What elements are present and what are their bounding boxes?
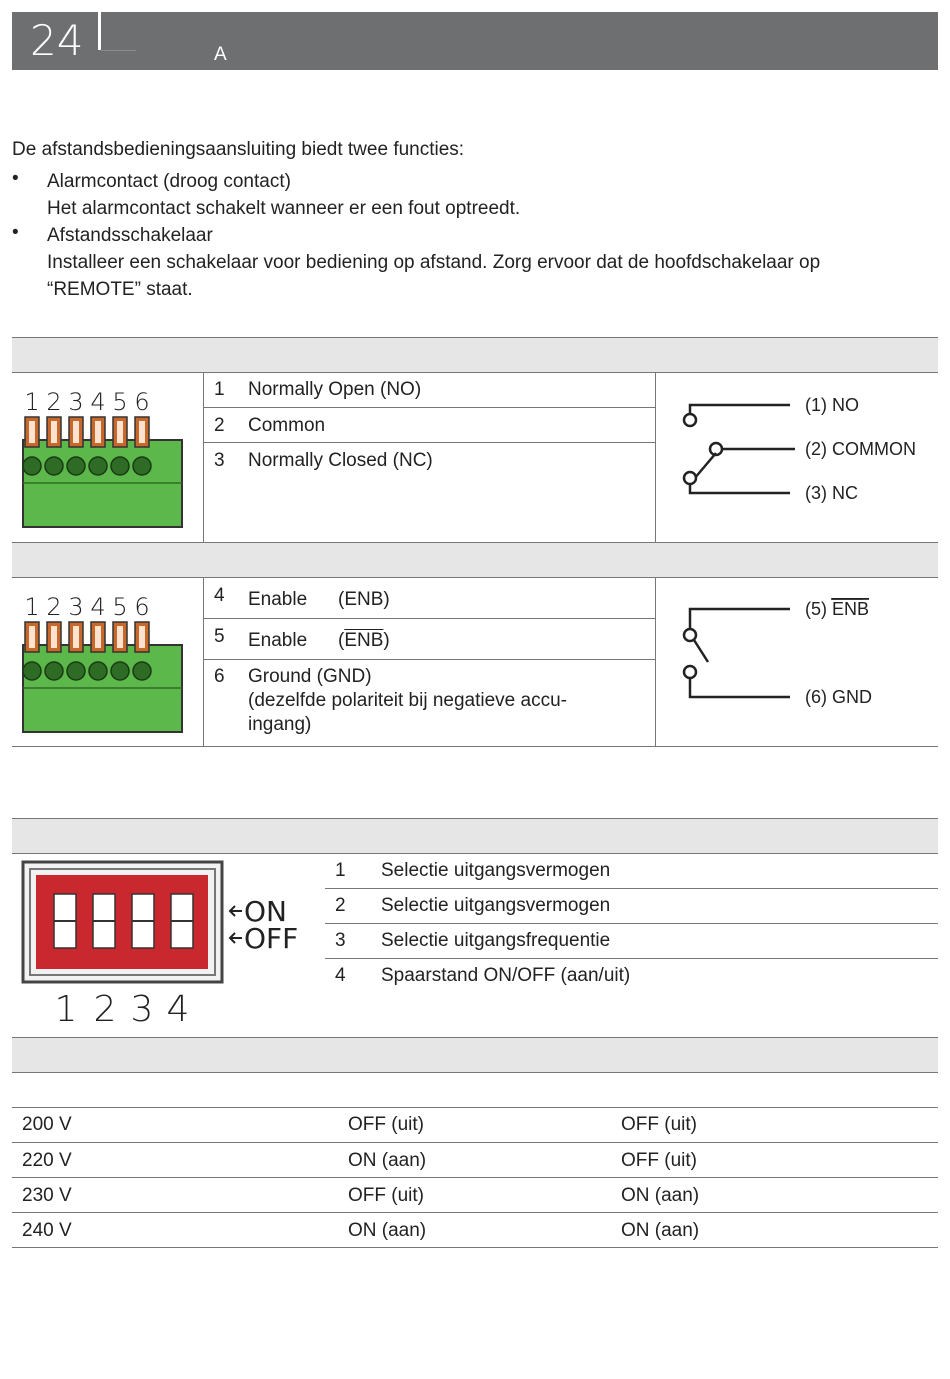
diagram-label-common: (2) COMMON (805, 439, 916, 459)
voltage-cell: 240 V (22, 1220, 72, 1241)
dip-row-num: 4 (335, 965, 346, 986)
switch-cell: ON (aan) (348, 1220, 427, 1241)
dip-on-label: ON (244, 895, 287, 928)
bullet-title-2: Afstandsschakelaar (47, 225, 213, 246)
pin-label: 6 (134, 593, 150, 621)
remote-switch-diagram (670, 590, 930, 715)
column-divider (203, 577, 204, 746)
dip-switch-number: 4 (166, 989, 190, 1030)
switch-cell: ON (aan) (621, 1185, 700, 1206)
row-divider (203, 659, 655, 660)
row-divider (203, 618, 655, 619)
remote-row-note: (dezelfde polariteit bij negatieve accu- (248, 690, 567, 711)
pin-label: 4 (90, 388, 106, 416)
column-divider (655, 373, 656, 542)
remote-row-abbr: (ENB) (338, 589, 390, 610)
intro-lead: De afstandsbedieningsaansluiting biedt twee functies: (12, 139, 465, 160)
bullet-dot: • (12, 168, 19, 189)
table-rule (12, 1107, 938, 1108)
dip-row-num: 1 (335, 860, 346, 881)
remote-row-note: ingang) (248, 714, 312, 735)
voltage-cell: 220 V (22, 1150, 72, 1171)
alarm-row-num: 2 (214, 415, 225, 436)
dip-row-num: 3 (335, 930, 346, 951)
bullet-dot: • (12, 222, 19, 243)
table-rule (12, 1247, 938, 1248)
alarm-row-label: Normally Open (NO) (248, 379, 422, 400)
diagram-label-nc: (3) NC (805, 483, 858, 503)
row-divider (325, 958, 938, 959)
dip-switch-number: 2 (93, 989, 117, 1030)
switch-cell: ON (aan) (621, 1220, 700, 1241)
pin-label: 3 (68, 388, 84, 416)
diagram-label-gnd: (6) GND (805, 687, 872, 707)
section-band-remote (12, 542, 938, 578)
dip-row-label: Spaarstand ON/OFF (aan/uit) (381, 965, 631, 986)
pin-label: 2 (46, 388, 62, 416)
dip-row-label: Selectie uitgangsvermogen (381, 860, 611, 881)
voltage-cell: 230 V (22, 1185, 72, 1206)
switch-cell: OFF (uit) (621, 1150, 697, 1171)
alarm-row-num: 3 (214, 450, 225, 471)
terminal-block-image (22, 590, 187, 735)
header-divider (98, 12, 101, 50)
page-number: 24 (30, 16, 84, 65)
table-rule (12, 1212, 938, 1213)
pin-label: 1 (24, 593, 40, 621)
diagram-label-no: (1) NO (805, 395, 859, 415)
row-divider (325, 888, 938, 889)
bullet-text-2a: Installeer een schakelaar voor bediening op afstand. Zorg ervoor dat de hoofdschakelaar op (47, 252, 821, 273)
switch-cell: OFF (uit) (348, 1185, 424, 1206)
alarm-row-label: Common (248, 415, 326, 436)
alarm-contact-diagram (670, 385, 930, 515)
pin-label: 3 (68, 593, 84, 621)
row-divider (203, 442, 655, 443)
diagram-label-enb: (5) ENB (805, 599, 870, 619)
section-band-dip (12, 818, 938, 854)
remote-row-label: Enable (248, 630, 308, 651)
row-divider (203, 407, 655, 408)
pin-label: 2 (46, 593, 62, 621)
row-divider (325, 923, 938, 924)
pin-label: 1 (24, 388, 40, 416)
remote-row-num: 4 (214, 585, 225, 606)
header-underline (101, 50, 136, 51)
dip-switch-number: 1 (54, 989, 78, 1030)
dip-off-label: OFF (244, 922, 299, 955)
pin-label: 6 (134, 388, 150, 416)
bullet-text-1: Het alarmcontact schakelt wanneer er een fout optreedt. (47, 198, 521, 219)
voltage-cell: 200 V (22, 1114, 72, 1135)
table-bottom-rule (12, 746, 938, 747)
bullet-text-2b: “REMOTE” staat. (47, 279, 193, 300)
section-band-voltage (12, 1037, 938, 1073)
remote-row-num: 5 (214, 626, 225, 647)
dip-row-label: Selectie uitgangsfrequentie (381, 930, 611, 951)
dip-row-label: Selectie uitgangsvermogen (381, 895, 611, 916)
bullet-title-1: Alarmcontact (droog contact) (47, 171, 291, 192)
page-header (12, 12, 938, 70)
remote-row-abbr: $(\overline{ENB})$ (338, 630, 390, 651)
terminal-block-image (22, 385, 187, 530)
remote-row-num: 6 (214, 666, 225, 687)
table-rule (12, 1177, 938, 1178)
column-divider (655, 577, 656, 746)
dip-switch-number: 3 (130, 989, 154, 1030)
dip-switch-image (20, 860, 310, 1030)
table-rule (12, 1142, 938, 1143)
pin-label: 5 (112, 388, 128, 416)
remote-row-label: Enable (248, 589, 308, 610)
alarm-row-num: 1 (214, 379, 225, 400)
column-divider (203, 373, 204, 542)
alarm-row-label: Normally Closed (NC) (248, 450, 433, 471)
header-letter: A (214, 44, 227, 65)
section-band-alarm (12, 337, 938, 373)
dip-row-num: 2 (335, 895, 346, 916)
switch-cell: ON (aan) (348, 1150, 427, 1171)
remote-row-label: Ground (GND) (248, 666, 372, 687)
pin-label: 4 (90, 593, 106, 621)
switch-cell: OFF (uit) (621, 1114, 697, 1135)
pin-label: 5 (112, 593, 128, 621)
switch-cell: OFF (uit) (348, 1114, 424, 1135)
